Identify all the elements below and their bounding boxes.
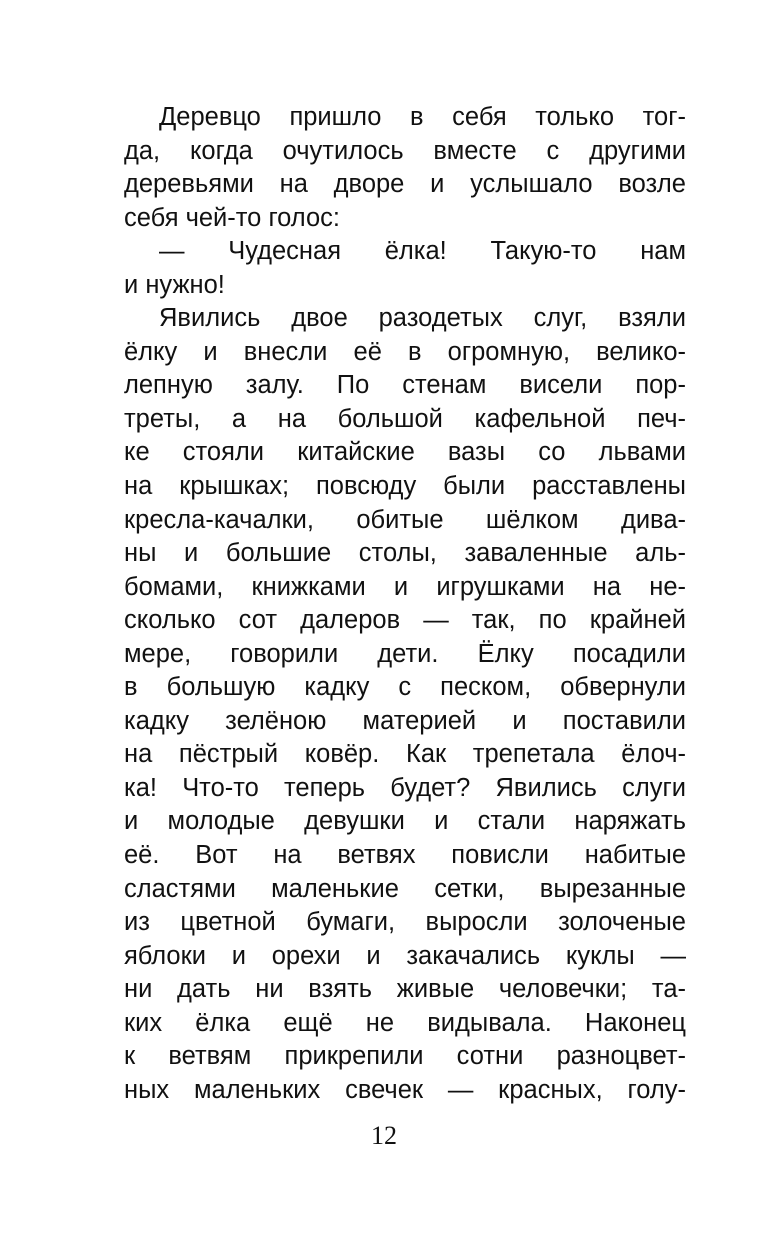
text-line: к ветвям прикрепили сотни разноцвет- (124, 1042, 686, 1071)
body-text (124, 101, 686, 1107)
text-line: её. Вот на ветвях повисли набитые (124, 841, 686, 870)
text-line: из цветной бумаги, выросли золоченые (124, 908, 686, 937)
text-line: на пёстрый ковёр. Как трепетала ёлоч- (124, 740, 686, 769)
page-number: 12 (371, 1121, 397, 1150)
text-line: Деревцо пришло в себя только тог- (159, 103, 686, 131)
text-line: ни дать ни взять живые человечки; та- (124, 975, 686, 1004)
text-line: ных маленьких свечек — красных, голу- (124, 1075, 686, 1104)
text-line: кресла-качалки, обитые шёлком дива- (124, 505, 686, 534)
text-line: мере, говорили дети. Ёлку посадили (124, 639, 686, 668)
text-line: ких ёлка ещё не видывала. Наконец (124, 1008, 686, 1037)
text-line: Явились двое разодетых слуг, взяли (159, 304, 686, 333)
text-line: сколько сот далеров — так, по крайней (124, 606, 686, 635)
text-line: ёлку и внесли её в огромную, велико- (124, 337, 686, 366)
text-line: яблоки и орехи и закачались куклы — (124, 941, 686, 970)
text-line: себя чей-то голос: (124, 203, 340, 232)
text-line: да, когда очутилось вместе с другими (124, 136, 686, 165)
text-line: ка! Что-то теперь будет? Явились слуги (124, 773, 686, 802)
text-line: сластями маленькие сетки, вырезанные (124, 874, 686, 903)
text-line: кадку зелёною материей и поставили (124, 706, 686, 735)
text-line: лепную залу. По стенам висели пор- (124, 371, 686, 400)
text-line: и молодые девушки и стали наряжать (124, 807, 686, 836)
text-line: в большую кадку с песком, обвернули (124, 673, 686, 702)
text-line: ны и большие столы, заваленные аль- (124, 539, 686, 568)
text-line: и нужно! (124, 270, 225, 299)
text-line: бомами, книжками и игрушками на не- (124, 572, 686, 601)
text-line: треты, а на большой кафельной печ- (124, 404, 686, 433)
text-line: на крышках; повсюду были расставлены (124, 472, 686, 501)
text-line: ке стояли китайские вазы со львами (124, 438, 686, 467)
text-line: деревьями на дворе и услышало возле (124, 170, 686, 199)
text-line: — Чудесная ёлка! Такую-то нам (159, 237, 686, 266)
